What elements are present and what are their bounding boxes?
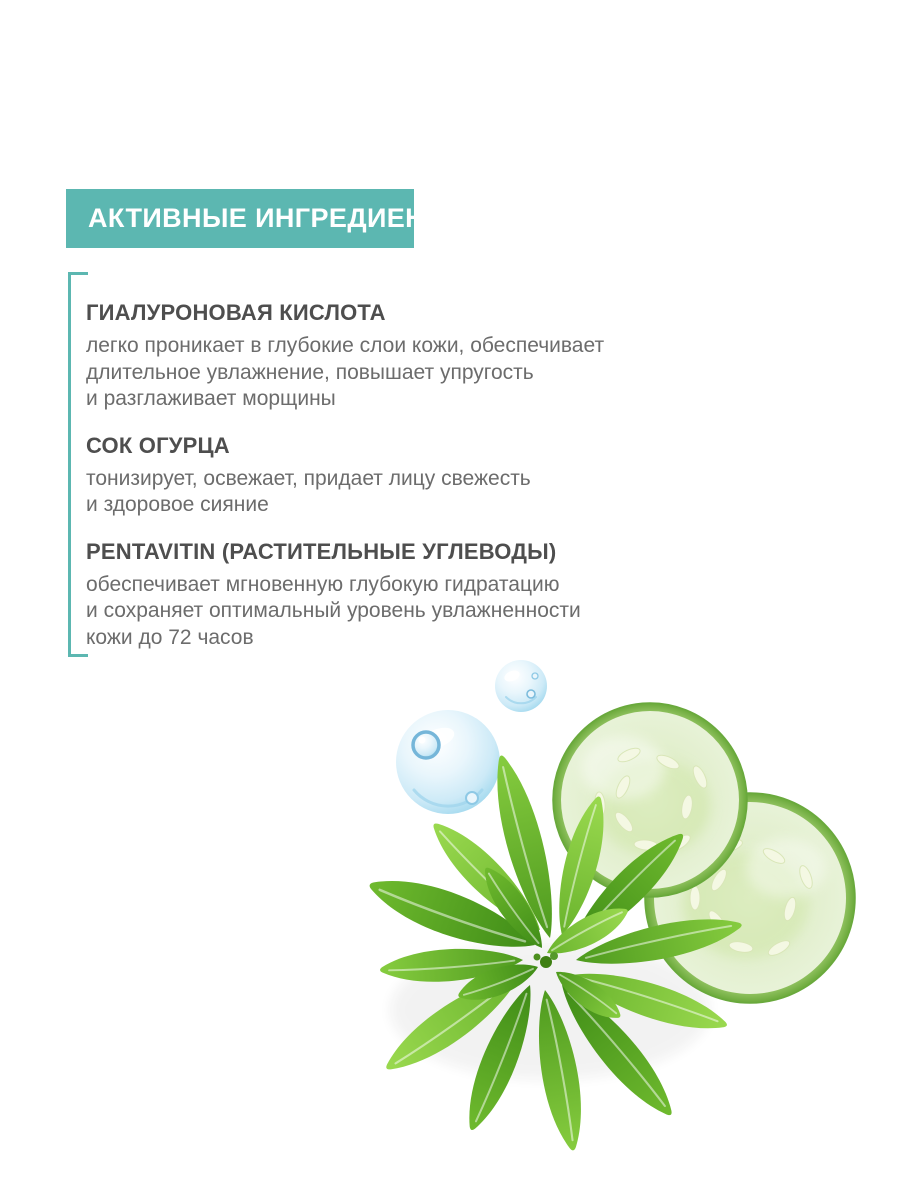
ingredient-name: ГИАЛУРОНОВАЯ КИСЛОТА — [86, 300, 386, 325]
ingredient-list — [86, 300, 676, 671]
ingredient-description-line: длительное увлажнение, повышает упругость — [86, 360, 534, 384]
ingredient-description-line: кожи до 72 часов — [86, 625, 254, 649]
page-title: АКТИВНЫЕ ИНГРЕДИЕНТЫ — [88, 203, 469, 233]
ingredient-description-line: обеспечивает мгновенную глубокую гидратацию — [86, 572, 560, 596]
ingredient-name: PENTAVITIN (РАСТИТЕЛЬНЫЕ УГЛЕВОДЫ) — [86, 538, 557, 564]
leaf-bud — [550, 952, 558, 960]
ingredient-item-hyaluronic-acid — [86, 300, 676, 413]
left-bracket-line — [68, 272, 88, 657]
water-bubble-small — [495, 660, 547, 712]
ingredient-item-cucumber-juice — [86, 433, 676, 519]
leaf-bud — [534, 954, 541, 961]
ingredient-description-line: и сохраняет оптимальный уровень увлажненности — [86, 599, 581, 622]
water-bubble-large — [396, 710, 500, 814]
ingredient-description-line: и разглаживает морщины — [86, 387, 336, 410]
ingredients-photo-illustration — [340, 630, 900, 1190]
ingredient-name: СОК ОГУРЦА — [86, 432, 230, 458]
ingredient-description-line: тонизирует, освежает, придает лицу свежесть — [86, 466, 531, 490]
header-banner — [66, 189, 469, 248]
leaf-bud — [540, 956, 552, 968]
ingredient-description-line: и здоровое сияние — [86, 493, 269, 516]
ingredient-description-line: легко проникает в глубокие слои кожи, обеспечивает — [86, 334, 605, 357]
